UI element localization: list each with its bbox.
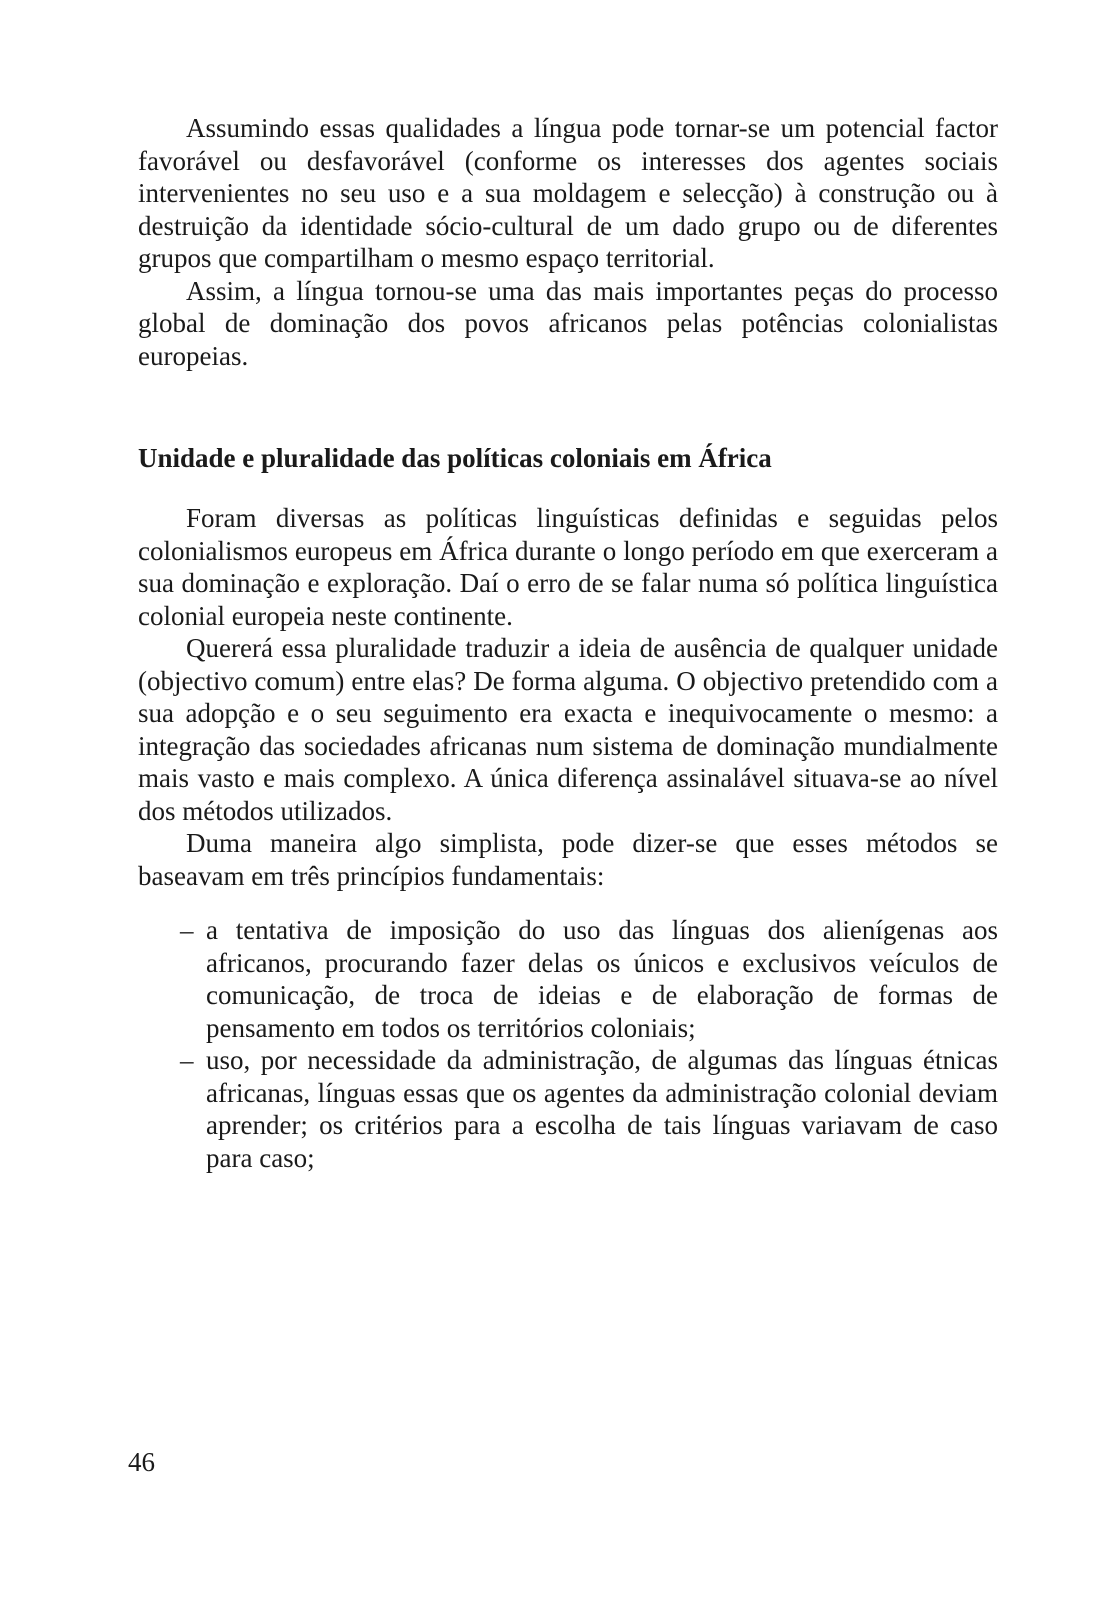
list-marker: – <box>180 1045 194 1075</box>
page-number: 46 <box>128 1447 155 1477</box>
paragraph: Quererá essa pluralidade traduzir a ideia de ausência de qualquer unidade (objectivo comum) entre elas? De forma alguma. O objectivo pretendido com a sua adopção e o seu seguimento era exacta e inequivocamente o mesmo: a integração das sociedades africanas num sistema de dominação mundialmente mais vasto e mais complexo. A única diferença assinalável situava-se ao nível dos métodos utilizados. <box>138 633 998 826</box>
principles-list <box>138 914 998 1174</box>
list-item-text: a tentativa de imposição do uso das línguas dos alienígenas aos africanos, procurando fazer delas os únicos e exclusivos veículos de comunicação, de troca de ideias e de elaboração de formas de pensamento em todos os territórios coloniais; <box>206 915 998 1043</box>
paragraph: Assim, a língua tornou-se uma das mais importantes peças do processo global de dominação dos povos africanos pelas potências colonialistas europeias. <box>138 275 998 371</box>
page-body <box>138 112 998 1174</box>
paragraph: Foram diversas as políticas linguísticas definidas e seguidas pelos colonialismos europeus em África durante o longo período em que exerceram a sua dominação e exploração. Daí o erro de se falar numa só política linguística colonial europeia neste continente. <box>138 503 998 631</box>
list-marker: – <box>180 915 194 945</box>
paragraph: Duma maneira algo simplista, pode dizer-se que esses métodos se baseavam em três princípios fundamentais: <box>138 828 998 891</box>
section-heading: Unidade e pluralidade das políticas coloniais em África <box>138 443 772 473</box>
list-item <box>138 1044 998 1174</box>
paragraph: Assumindo essas qualidades a língua pode tornar-se um potencial factor favorável ou desfavorável (conforme os interesses dos agentes sociais intervenientes no seu uso e a sua moldagem e selecção) à construção ou à destruição da identidade sócio-cultural de um dado grupo ou de diferentes grupos que compartilham o mesmo espaço territorial. <box>138 113 998 273</box>
list-item <box>138 914 998 1044</box>
list-item-text: uso, por necessidade da administração, de algumas das línguas étnicas africanas, línguas essas que os agentes da administração colonial deviam aprender; os critérios para a escolha de tais línguas variavam de caso para caso; <box>206 1045 998 1173</box>
